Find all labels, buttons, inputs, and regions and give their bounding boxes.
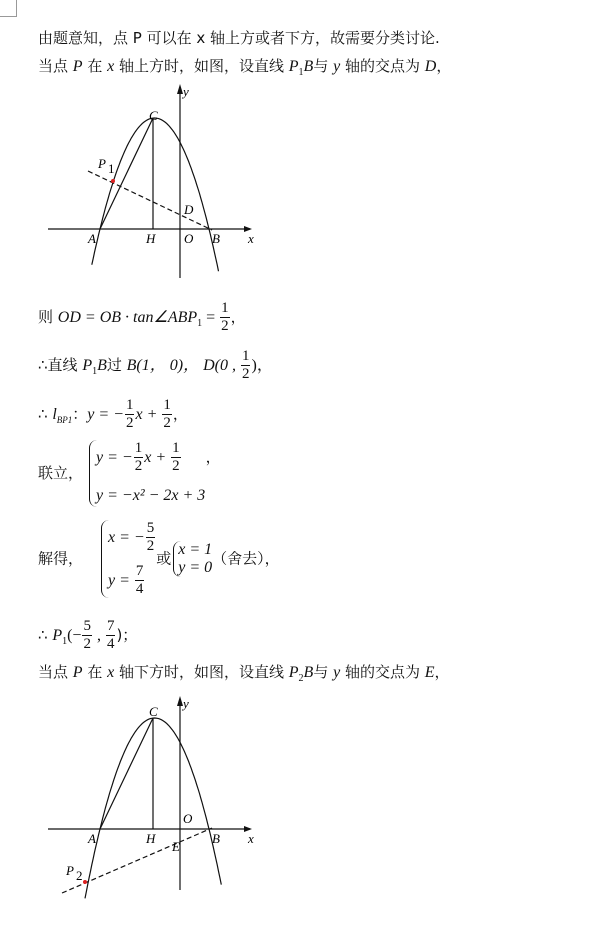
label-o: O — [183, 811, 193, 826]
label-b: B — [212, 231, 220, 246]
label-p1: P — [98, 156, 106, 171]
point-p2 — [83, 880, 87, 884]
label-x: x — [248, 231, 254, 246]
parabola — [92, 118, 219, 271]
line-points: ∴直线 $P_1B$过 B(1， 0)， D(0 , $\frac{1}{2}$ )， — [38, 348, 273, 382]
label-c: C — [149, 704, 158, 719]
label-b: B — [212, 831, 220, 846]
label-c: C — [149, 108, 158, 123]
label-y: y — [183, 696, 189, 711]
label-y: y — [183, 84, 189, 99]
point-p1 — [111, 179, 115, 183]
line-p1b — [88, 171, 212, 230]
od-calc: 则 OD = OB · $\tan\angle ABP_1$ = $\frac{1}{2}$ ， — [38, 300, 246, 334]
solution: 解得， x = − $\frac{5}{2}$ y = $\frac{7}{4}$ 或 x = 1 y = 0 （舍去）， — [38, 520, 280, 597]
label-d: D — [184, 202, 194, 217]
intro-line: 由题意知，点 P 可以在 x 轴上方或者下方，故需要分类讨论. — [38, 29, 440, 47]
segment-ac — [100, 718, 153, 829]
figure-1 — [0, 0, 606, 290]
label-a: A — [88, 831, 96, 846]
label-h: H — [146, 831, 156, 846]
label-e: E — [172, 839, 180, 854]
label-o: O — [184, 231, 194, 246]
label-p2-sub: 2 — [76, 868, 83, 883]
label-h: H — [146, 231, 156, 246]
p1-coordinates: ∴ $P_1(-$ $\frac{5}{2}$ , $\frac{7}{4}$ )； — [38, 618, 138, 652]
case1-intro: 当点 P 在 x 轴上方时，如图，设直线 $P_1B$与 y 轴的交点为 D， — [38, 57, 452, 78]
simultaneous-system: 联立， y = − $\frac{1}{2}$ x + $\frac{1}{2}$ ， y = −x² − 2x + 3 — [38, 440, 221, 507]
label-x: x — [248, 831, 254, 846]
line-equation: ∴ $l_{BP1}$：y = − $\frac{1}{2}$ x + $\frac{1}{2}$ ， — [38, 397, 188, 431]
label-p2: P — [66, 863, 74, 878]
case2-intro: 当点 P 在 x 轴下方时，如图，设直线 $P_2B$与 y 轴的交点为 E， — [38, 663, 450, 684]
label-p1-sub: 1 — [108, 161, 115, 176]
figure-2 — [0, 690, 606, 920]
label-a: A — [88, 231, 96, 246]
